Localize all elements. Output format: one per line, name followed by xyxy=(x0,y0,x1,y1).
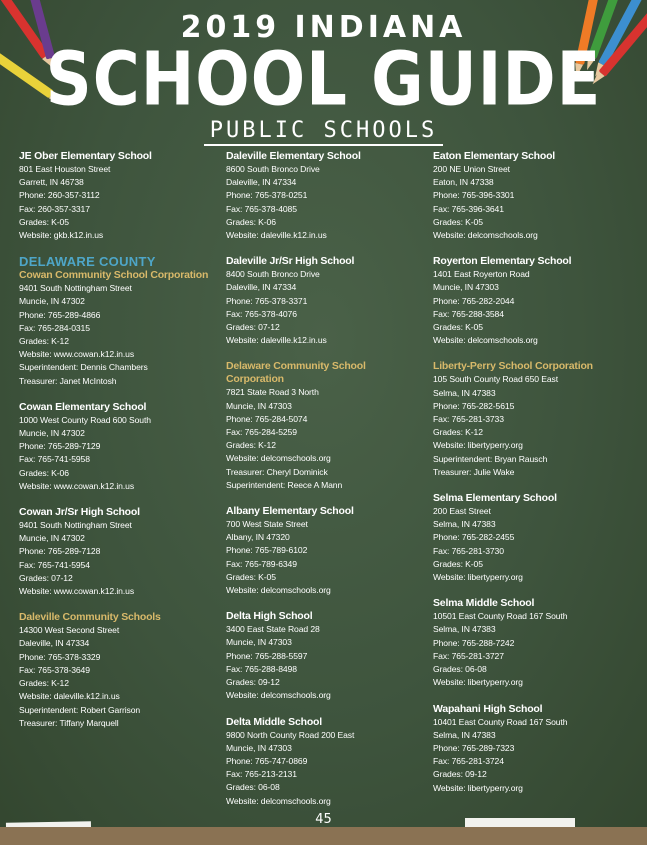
page-header xyxy=(0,0,647,150)
entry-detail-line: Grades: K-12 xyxy=(19,336,69,347)
entry-detail-line: Fax: 765-741-5954 xyxy=(19,559,90,570)
school-entry xyxy=(226,255,426,347)
entry-detail-line: Muncie, IN 47303 xyxy=(226,400,292,411)
school-name: Cowan Jr/Sr High School xyxy=(19,506,140,519)
entry-detail-line: Phone: 260-357-3112 xyxy=(19,190,100,201)
entry-detail-line: Fax: 765-288-8498 xyxy=(226,663,297,674)
entry-detail-line: Daleville, IN 47334 xyxy=(226,282,297,293)
entry-detail-line: Phone: 765-289-7129 xyxy=(19,441,101,452)
entry-detail-line: Phone: 765-747-0869 xyxy=(226,755,308,766)
corporation-entry xyxy=(433,360,633,479)
entry-detail-line: Fax: 765-284-5259 xyxy=(226,427,297,438)
entry-detail-line: Grades: 09-12 xyxy=(226,677,280,688)
entry-detail-line: Website: delcomschools.org xyxy=(226,585,331,596)
entry-detail-line: Fax: 765-281-3727 xyxy=(433,650,504,661)
county-heading: DELAWARE COUNTY xyxy=(19,254,156,270)
corporation-name: Delaware Community School Corporation xyxy=(226,360,366,386)
school-name: Wapahani High School xyxy=(433,702,543,715)
entry-detail-line: Phone: 765-378-3329 xyxy=(19,651,101,662)
entry-detail-line: Treasurer: Tiffany Marquell xyxy=(19,717,119,728)
entry-detail-line: Fax: 765-213-2131 xyxy=(226,769,297,780)
entry-detail-line: Muncie, IN 47303 xyxy=(226,742,292,753)
school-entry xyxy=(433,255,633,347)
entry-detail-line: Website: www.cowan.k12.in.us xyxy=(19,349,135,360)
entry-detail-line: Phone: 765-378-3371 xyxy=(226,295,308,306)
entry-detail-line: Garrett, IN 46738 xyxy=(19,177,84,188)
sub-title-text: PUBLIC SCHOOLS xyxy=(204,118,443,146)
entry-detail-line: Treasurer: Julie Wake xyxy=(433,466,515,477)
entry-detail-line: Grades: 07-12 xyxy=(19,572,73,583)
entry-detail-line: Muncie, IN 47302 xyxy=(19,296,85,307)
column-2 xyxy=(226,150,426,821)
entry-detail-line: Superintendent: Dennis Chambers xyxy=(19,362,148,373)
school-entry xyxy=(433,597,633,689)
entry-detail-line: Grades: K-06 xyxy=(226,216,276,227)
school-name: Cowan Elementary School xyxy=(19,400,147,413)
corporation-name: Cowan Community School Corporation xyxy=(19,269,209,282)
school-name: Daleville Jr/Sr High School xyxy=(226,255,355,268)
entry-detail-line: Selma, IN 47383 xyxy=(433,387,496,398)
school-entry xyxy=(226,716,426,808)
entry-detail-line: Phone: 765-282-5615 xyxy=(433,400,515,411)
column-1 xyxy=(19,150,219,743)
entry-detail-line: 3400 East State Road 28 xyxy=(226,624,320,635)
page-number: 45 xyxy=(315,812,332,827)
school-name: Delta Middle School xyxy=(226,715,322,728)
entry-detail-line: Muncie, IN 47302 xyxy=(19,533,85,544)
entry-detail-line: Phone: 765-288-5597 xyxy=(226,650,308,661)
entry-detail-line: Website: daleville.k12.in.us xyxy=(226,335,327,346)
entry-detail-line: Website: libertyperry.org xyxy=(433,572,523,583)
entry-detail-line: Grades: 09-12 xyxy=(433,769,487,780)
school-name: Albany Elementary School xyxy=(226,505,354,518)
school-entry xyxy=(226,150,426,242)
entry-detail-line: Phone: 765-289-4866 xyxy=(19,309,101,320)
entry-detail-line: Website: daleville.k12.in.us xyxy=(226,230,327,241)
entry-detail-line: 9401 South Nottingham Street xyxy=(19,283,132,294)
entry-detail-line: Phone: 765-378-0251 xyxy=(226,190,308,201)
school-entry xyxy=(433,492,633,584)
entry-detail-line: Phone: 765-288-7242 xyxy=(433,637,515,648)
entry-detail-line: Phone: 765-282-2044 xyxy=(433,295,515,306)
entry-detail-line: 14300 West Second Street xyxy=(19,625,120,636)
entry-detail-line: 8600 South Bronco Drive xyxy=(226,164,320,174)
school-entry xyxy=(19,506,219,598)
entry-detail-line: Fax: 765-789-6349 xyxy=(226,558,297,569)
entry-detail-line: Fax: 765-378-4076 xyxy=(226,308,297,319)
entry-detail-line: 9800 North County Road 200 East xyxy=(226,729,355,740)
entry-detail-line: Daleville, IN 47334 xyxy=(19,638,90,649)
entry-detail-line: Eaton, IN 47338 xyxy=(433,177,494,188)
entry-detail-line: Fax: 765-281-3730 xyxy=(433,545,504,556)
entry-detail-line: Superintendent: Robert Garrison xyxy=(19,704,141,715)
entry-detail-line: 7821 State Road 3 North xyxy=(226,387,319,398)
school-name: JE Ober Elementary School xyxy=(19,150,152,162)
entry-detail-line: Website: delcomschools.org xyxy=(226,690,331,701)
entry-detail-line: Grades: K-05 xyxy=(433,216,483,227)
entry-detail-line: Grades: 07-12 xyxy=(226,322,280,333)
entry-detail-line: Muncie, IN 47303 xyxy=(433,282,499,293)
entry-detail-line: Grades: K-05 xyxy=(433,558,483,569)
entry-detail-line: Phone: 765-289-7128 xyxy=(19,546,101,557)
entry-detail-line: Website: gkb.k12.in.us xyxy=(19,230,104,241)
entry-detail-line: 10401 East County Road 167 South xyxy=(433,716,568,727)
entry-detail-line: Website: delcomschools.org xyxy=(226,453,331,464)
entry-detail-line: Fax: 765-281-3724 xyxy=(433,756,504,767)
entry-detail-line: Superintendent: Reece A Mann xyxy=(226,479,343,490)
corporation-name: Liberty-Perry School Corporation xyxy=(433,360,593,373)
entry-detail-line: Grades: 06-08 xyxy=(433,664,487,675)
school-name: Eaton Elementary School xyxy=(433,150,556,162)
entry-detail-line: Treasurer: Janet McIntosh xyxy=(19,375,117,386)
school-entry xyxy=(226,610,426,702)
entry-detail-line: Fax: 765-281-3733 xyxy=(433,414,504,425)
school-name: Royerton Elementary School xyxy=(433,255,572,268)
entry-detail-line: Phone: 765-282-2455 xyxy=(433,532,515,543)
entry-detail-line: Treasurer: Cheryl Dominick xyxy=(226,466,328,477)
entry-detail-line: 200 East Street xyxy=(433,506,491,517)
entry-detail-line: Fax: 765-396-3641 xyxy=(433,203,504,214)
entry-detail-line: Website: delcomschools.org xyxy=(226,795,331,806)
entry-detail-line: 200 NE Union Street xyxy=(433,164,510,174)
entry-detail-line: Fax: 260-357-3317 xyxy=(19,203,90,214)
entry-detail-line: Phone: 765-396-3301 xyxy=(433,190,515,201)
entry-detail-line: Phone: 765-284-5074 xyxy=(226,413,308,424)
entry-detail-line: Selma, IN 47383 xyxy=(433,624,496,635)
school-name: Delta High School xyxy=(226,610,313,623)
school-entry xyxy=(19,150,219,242)
school-entry xyxy=(433,703,633,795)
entry-detail-line: Website: delcomschools.org xyxy=(433,335,538,346)
entry-detail-line: Grades: K-05 xyxy=(19,216,69,227)
entry-detail-line: 700 West State Street xyxy=(226,519,308,530)
corporation-name: Daleville Community Schools xyxy=(19,611,161,624)
entry-detail-line: Fax: 765-741-5958 xyxy=(19,454,90,465)
sub-title xyxy=(0,118,647,143)
entry-detail-line: 1401 East Royerton Road xyxy=(433,269,530,280)
entry-detail-line: Website: delcomschools.org xyxy=(433,230,538,241)
entry-detail-line: Grades: K-12 xyxy=(433,427,483,438)
school-entry xyxy=(19,401,219,493)
school-name: Selma Elementary School xyxy=(433,492,557,505)
school-name: Daleville Elementary School xyxy=(226,150,361,162)
entry-detail-line: Website: daleville.k12.in.us xyxy=(19,691,120,702)
entry-detail-line: 8400 South Bronco Drive xyxy=(226,269,320,280)
school-entry xyxy=(226,505,426,597)
entry-detail-line: 105 South County Road 650 East xyxy=(433,374,559,385)
school-entry xyxy=(433,150,633,242)
entry-detail-line: Fax: 765-378-4085 xyxy=(226,203,297,214)
entry-detail-line: Phone: 765-289-7323 xyxy=(433,742,515,753)
entry-detail-line: Selma, IN 47383 xyxy=(433,729,496,740)
entry-detail-line: Website: www.cowan.k12.in.us xyxy=(19,480,135,491)
entry-detail-line: Grades: K-05 xyxy=(226,571,276,582)
entry-detail-line: Muncie, IN 47303 xyxy=(226,637,292,648)
main-title: SCHOOL GUIDE xyxy=(45,38,602,124)
entry-detail-line: Grades: K-12 xyxy=(19,678,69,689)
entry-detail-line: Fax: 765-378-3649 xyxy=(19,664,90,675)
year-title: 2019 INDIANA xyxy=(180,10,467,45)
entry-detail-line: Grades: K-06 xyxy=(19,467,69,478)
entry-detail-line: 801 East Houston Street xyxy=(19,164,111,174)
entry-detail-line: Selma, IN 47383 xyxy=(433,519,496,530)
entry-detail-line: Website: www.cowan.k12.in.us xyxy=(19,586,135,597)
entry-detail-line: Fax: 765-288-3584 xyxy=(433,308,504,319)
chalkboard-ledge xyxy=(0,827,647,845)
entry-detail-line: Muncie, IN 47302 xyxy=(19,428,85,439)
entry-detail-line: 9401 South Nottingham Street xyxy=(19,520,132,531)
entry-detail-line: Grades: 06-08 xyxy=(226,782,280,793)
entry-detail-line: Website: libertyperry.org xyxy=(433,782,523,793)
corporation-entry xyxy=(19,611,219,730)
entry-detail-line: Daleville, IN 47334 xyxy=(226,177,297,188)
entry-detail-line: 10501 East County Road 167 South xyxy=(433,611,568,622)
entry-detail-line: Phone: 765-789-6102 xyxy=(226,545,308,556)
entry-detail-line: Grades: K-12 xyxy=(226,440,276,451)
corporation-entry xyxy=(226,360,426,492)
school-name: Selma Middle School xyxy=(433,597,535,610)
entry-detail-line: Fax: 765-284-0315 xyxy=(19,322,90,333)
corporation-entry xyxy=(19,269,219,388)
entry-detail-line: Albany, IN 47320 xyxy=(226,532,290,543)
entry-detail-line: Superintendent: Bryan Rausch xyxy=(433,453,548,464)
entry-detail-line: Grades: K-05 xyxy=(433,322,483,333)
entry-detail-line: 1000 West County Road 600 South xyxy=(19,414,151,425)
entry-detail-line: Website: libertyperry.org xyxy=(433,677,523,688)
entry-detail-line: Website: libertyperry.org xyxy=(433,440,523,451)
column-3 xyxy=(433,150,633,808)
